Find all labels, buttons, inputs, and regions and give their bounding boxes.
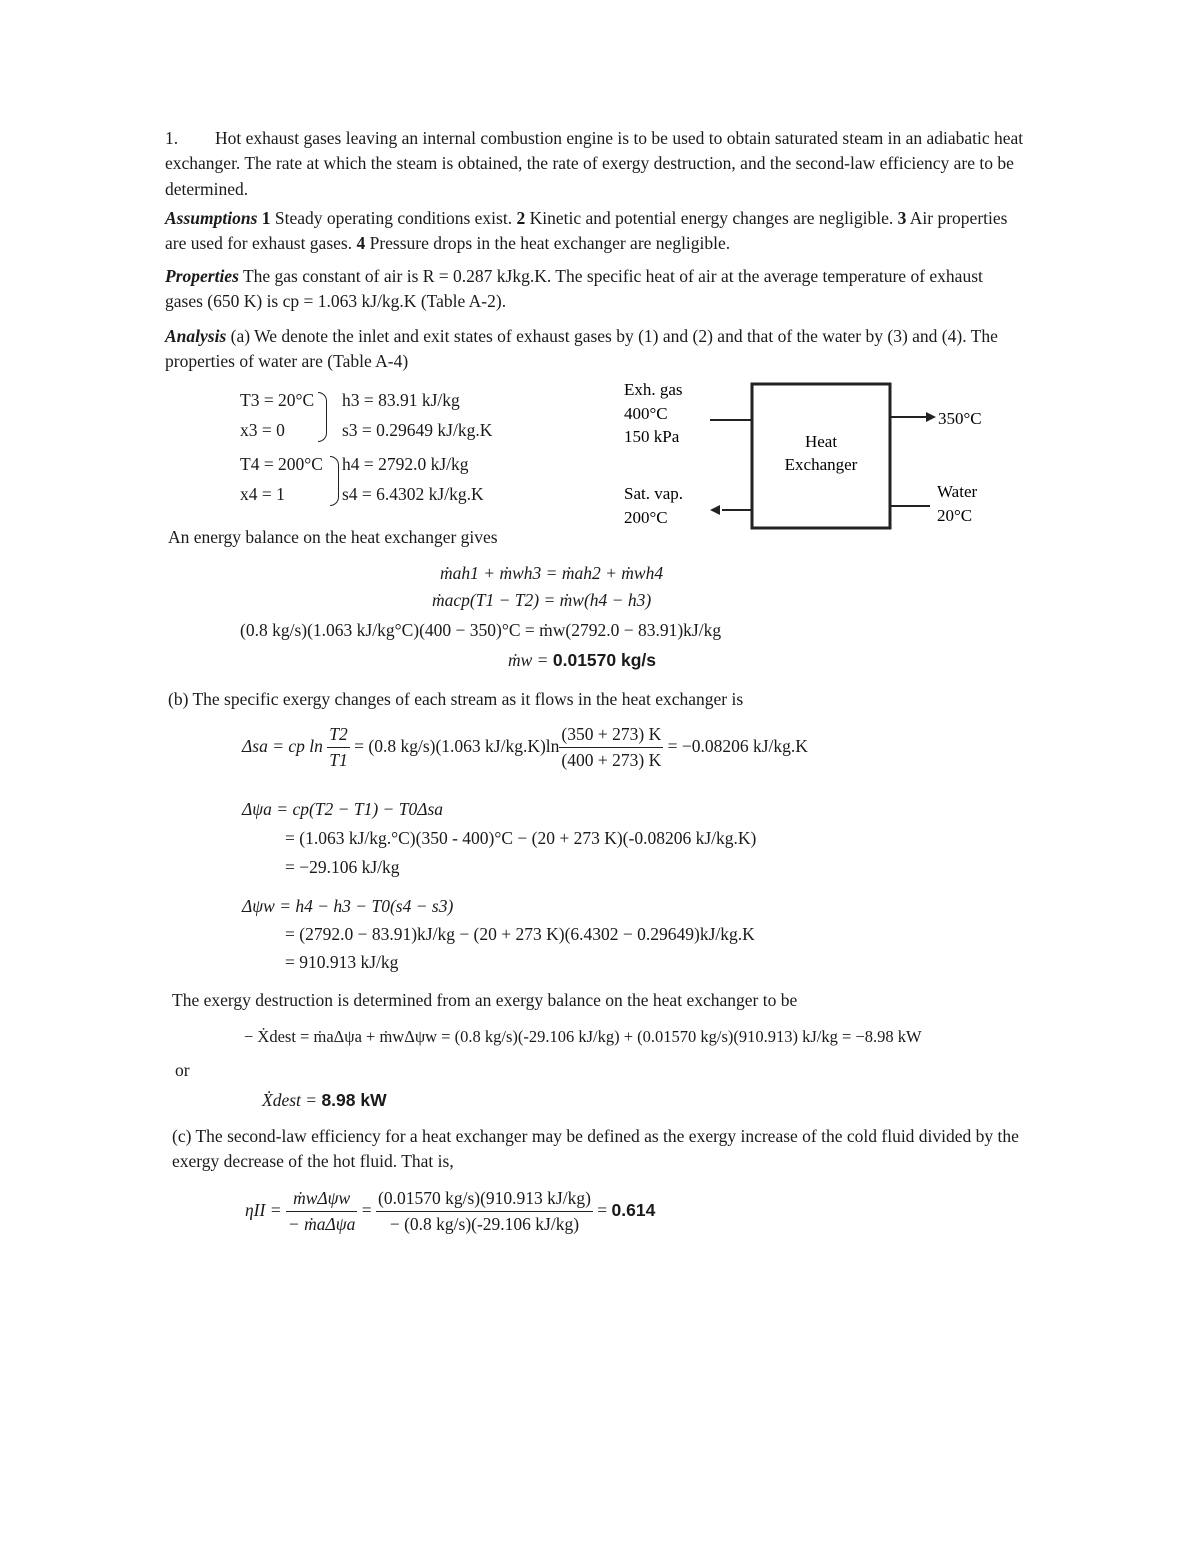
- water-inlet-label-1: Water: [937, 482, 978, 501]
- gas-inlet-label-3: 150 kPa: [624, 427, 680, 446]
- ds-numerator-2: (350 + 273) K: [559, 722, 663, 748]
- analysis-text: (a) We denote the inlet and exit states of exhaust gases by (1) and (2) and that of the water by (3) and (4). The properties of water are (Table A-4): [165, 326, 998, 372]
- destruction-lhs: Ẋdest =: [262, 1090, 322, 1110]
- analysis-paragraph: [165, 324, 1025, 375]
- ds-numerator-1: T2: [327, 722, 349, 748]
- ds-fraction-1: [327, 722, 349, 774]
- prop-x4: x4 = 1: [240, 484, 285, 504]
- gas-inlet-label-1: Exh. gas: [624, 380, 683, 399]
- ds-lhs: Δsa = cp ln: [242, 735, 323, 756]
- brace-state-4: [330, 456, 339, 506]
- efficiency-value: 0.614: [611, 1199, 656, 1220]
- energy-equation-2: ṁacp(T1 − T2) = ṁw(h4 − h3): [432, 590, 652, 610]
- efficiency-numerator-1: ṁwΔψw: [286, 1186, 357, 1212]
- destruction-value: 8.98 kW: [321, 1090, 387, 1110]
- energy-equation-3: (0.8 kg/s)(1.063 kJ/kg°C)(400 − 350)°C = ṁw(2792.0 − 83.91)kJ/kg: [240, 620, 722, 640]
- gas-outlet-arrowhead-icon: [926, 412, 936, 422]
- prop-s4: s4 = 6.4302 kJ/kg.K: [342, 484, 484, 504]
- assumptions-label: Assumptions: [165, 208, 258, 228]
- assumption-2-number: 2: [516, 208, 526, 228]
- heat-exchanger-diagram: [610, 370, 1010, 540]
- steam-outlet-label-2: 200°C: [624, 508, 668, 527]
- mass-flow-lhs: ṁw =: [508, 650, 553, 670]
- efficiency-denominator-1: − ṁaΔψa: [287, 1214, 356, 1235]
- efficiency-fraction-1: [286, 1186, 357, 1238]
- efficiency-numerator-2: (0.01570 kg/s)(910.913 kJ/kg): [376, 1186, 593, 1212]
- problem-statement: [165, 126, 1025, 202]
- destruction-result: [262, 1088, 387, 1113]
- efficiency-equals-2: =: [592, 1199, 612, 1220]
- prop-s3: s3 = 0.29649 kJ/kg.K: [342, 420, 493, 440]
- prop-h3: h3 = 83.91 kJ/kg: [342, 390, 460, 410]
- exergy-water-line-1: Δψw = h4 − h3 − T0(s4 − s3): [242, 896, 454, 916]
- problem-number: 1.: [165, 128, 179, 148]
- brace-state-3: [318, 392, 327, 442]
- assumption-2-text: Kinetic and potential energy changes are negligible.: [525, 208, 898, 228]
- gas-outlet-label: 350°C: [938, 409, 982, 428]
- assumption-4-number: 4: [356, 233, 366, 254]
- part-b-intro: (b) The specific exergy changes of each stream as it flows in the heat exchanger is: [168, 689, 744, 709]
- properties-label: Properties: [165, 266, 239, 286]
- steam-outlet-label-1: Sat. vap.: [624, 484, 684, 503]
- efficiency-equation: [245, 1186, 655, 1238]
- entropy-change-equation: [242, 722, 808, 774]
- exergy-gas-line-2: = (1.063 kJ/kg.°C)(350 - 400)°C − (20 + 273 K)(-0.08206 kJ/kg.K): [285, 828, 757, 848]
- mass-flow-result: [508, 648, 656, 673]
- or-word: or: [175, 1060, 190, 1080]
- part-c-intro: (c) The second-law efficiency for a heat exchanger may be defined as the exergy increase of the cold fluid divided by the exergy decrease of the hot fluid. That is,: [172, 1126, 1019, 1172]
- assumption-3-number: 3: [897, 208, 907, 228]
- eta-symbol: ηII =: [245, 1199, 286, 1220]
- destruction-equation: − Ẋdest = ṁaΔψa + ṁwΔψw = (0.8 kg/s)(-29.106 kJ/kg) + (0.01570 kg/s)(910.913) kJ/kg = −8.98 kW: [244, 1027, 922, 1046]
- exergy-gas-line-3: = −29.106 kJ/kg: [285, 857, 400, 877]
- analysis-label: Analysis: [165, 326, 227, 346]
- assumption-1-number: 1: [261, 208, 271, 228]
- ds-fraction-2: [559, 722, 663, 774]
- energy-balance-intro: An energy balance on the heat exchanger gives: [168, 527, 498, 547]
- efficiency-fraction-2: [376, 1186, 593, 1238]
- mass-flow-value: 0.01570 kg/s: [552, 650, 657, 670]
- box-label-line-2: Exchanger: [784, 455, 858, 474]
- properties-text: The gas constant of air is R = 0.287 kJkg.K. The specific heat of air at the average temperature of exhaust gases (650 K) is cp = 1.063 kJ/kg.K (Table A-2).: [165, 266, 983, 312]
- steam-outlet-arrowhead-icon: [710, 505, 720, 515]
- assumption-3-text: Air properties are used for exhaust gases.: [165, 208, 1008, 254]
- prop-t3: T3 = 20°C: [240, 390, 315, 410]
- assumption-4-text: Pressure drops in the heat exchanger are negligible.: [365, 233, 731, 254]
- exergy-gas-line-1: Δψa = cp(T2 − T1) − T0Δsa: [242, 799, 444, 819]
- prop-h4: h4 = 2792.0 kJ/kg: [342, 454, 469, 474]
- exergy-water-line-3: = 910.913 kJ/kg: [285, 952, 399, 972]
- problem-intro: Hot exhaust gases leaving an internal combustion engine is to be used to obtain saturated steam in an adiabatic heat exchanger. The rate at which the steam is obtained, the rate of exergy destruction, and the second-law efficiency are to be determined.: [165, 128, 1024, 199]
- gas-inlet-label-2: 400°C: [624, 404, 668, 423]
- ds-denominator-1: T1: [329, 750, 348, 771]
- ds-denominator-2: (400 + 273) K: [561, 750, 662, 771]
- destruction-intro: The exergy destruction is determined from an exergy balance on the heat exchanger to be: [172, 990, 798, 1010]
- exergy-water-line-2: = (2792.0 − 83.91)kJ/kg − (20 + 273 K)(6.4302 − 0.29649)kJ/kg.K: [285, 924, 755, 944]
- assumptions-paragraph: [165, 206, 1025, 257]
- ds-middle: = (0.8 kg/s)(1.063 kJ/kg.K)ln: [349, 735, 560, 756]
- box-label-line-1: Heat: [804, 432, 838, 451]
- prop-x3: x3 = 0: [240, 420, 285, 440]
- assumption-1-text: Steady operating conditions exist.: [270, 208, 517, 228]
- prop-t4: T4 = 200°C: [240, 454, 323, 474]
- efficiency-denominator-2: − (0.8 kg/s)(-29.106 kJ/kg): [389, 1214, 580, 1235]
- properties-paragraph: [165, 264, 1025, 315]
- ds-result: = −0.08206 kJ/kg.K: [663, 735, 808, 756]
- energy-equation-1: ṁah1 + ṁwh3 = ṁah2 + ṁwh4: [440, 563, 664, 583]
- water-inlet-label-2: 20°C: [937, 506, 973, 525]
- efficiency-equals: =: [357, 1199, 376, 1220]
